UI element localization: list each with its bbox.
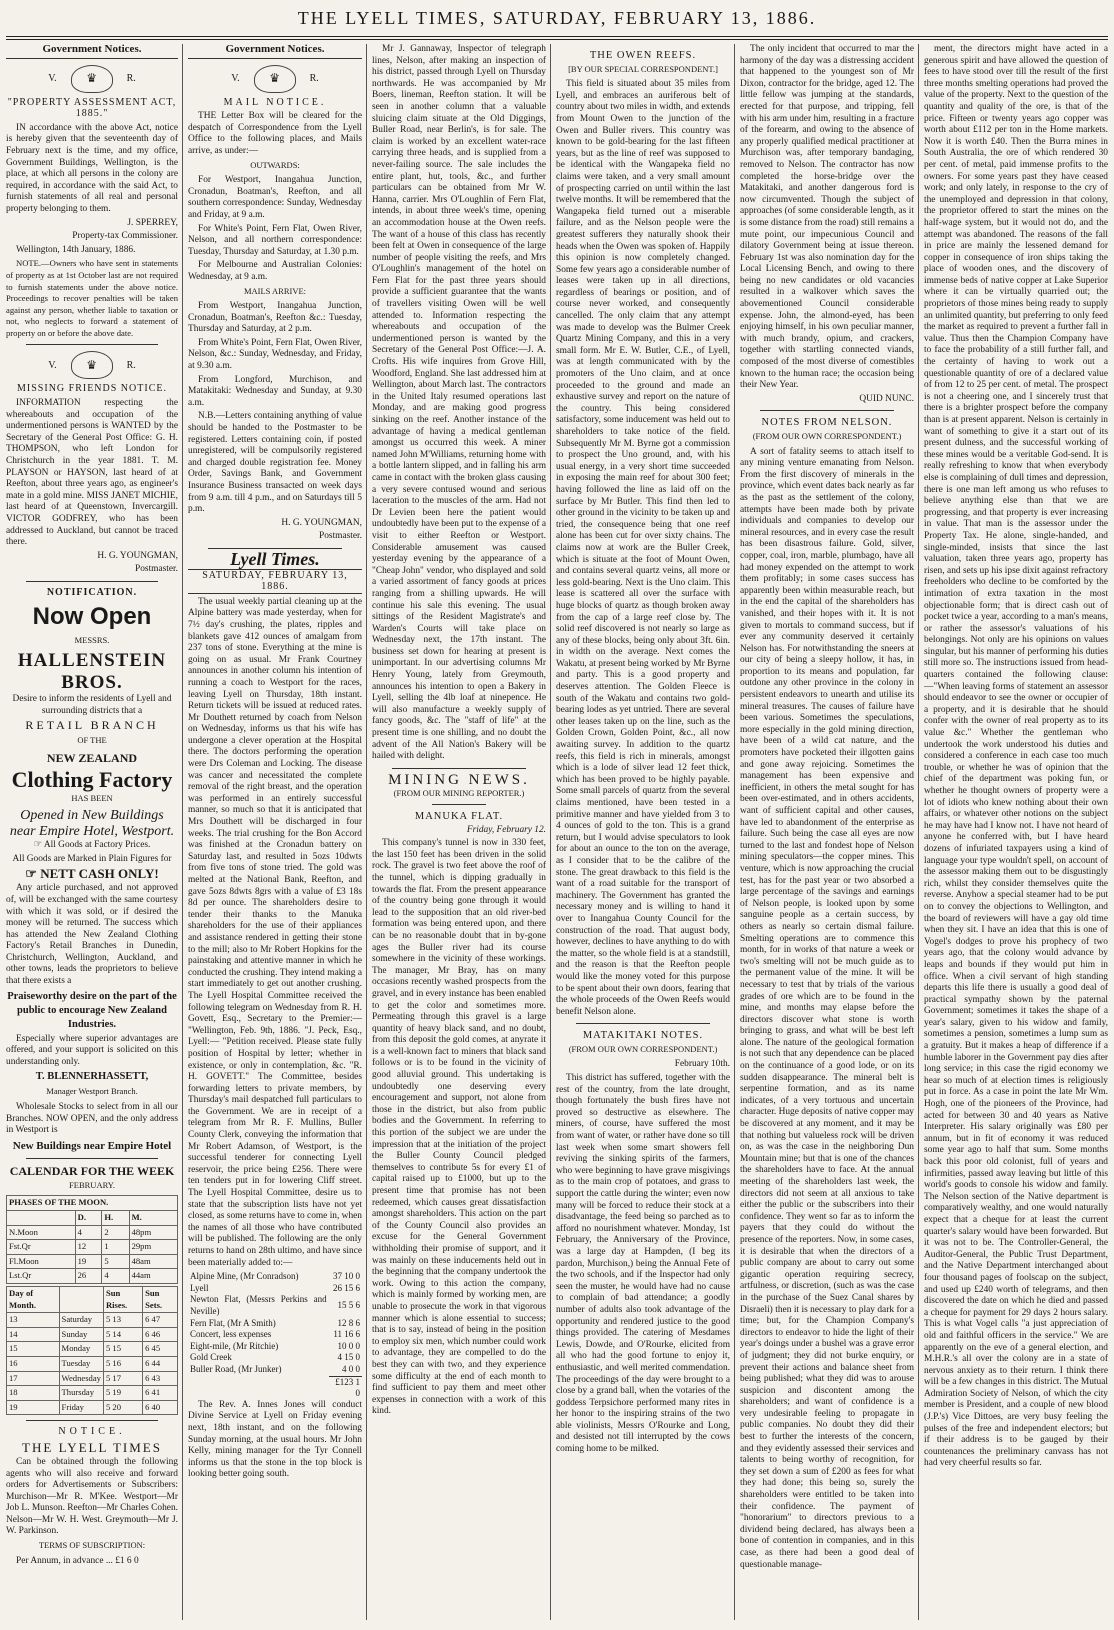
table-row [7, 1269, 178, 1284]
table-row [188, 1329, 362, 1341]
table-cell: Tuesday [59, 1356, 103, 1371]
notice-role: Property-tax Commissioner. [72, 231, 178, 242]
ad-of-the: OF THE [77, 734, 107, 745]
table-cell: 18 [7, 1386, 60, 1401]
table-cell: 5 20 [103, 1400, 142, 1415]
column-divider [182, 44, 183, 1620]
article-byline: (FROM OUR OWN CORRESPONDENT.) [752, 431, 902, 441]
table-header-row [7, 1286, 178, 1312]
table-cell: 19 [75, 1254, 102, 1269]
divider [26, 1420, 158, 1421]
table-cell: Alpine Mine, (Mr Conradson) [190, 1271, 299, 1282]
table-cell: 26 15 6 [333, 1282, 360, 1293]
table-cell: 17 [7, 1371, 60, 1386]
column-header [7, 1211, 76, 1226]
table-cell: 48pm [129, 1225, 177, 1240]
notice-body: INFORMATION respecting the whereabouts and occupation of the undermentioned persons is WANTED by the Secretary of the General Post Office: G. H. THOMPSON, who left London for Christchurch in the year 1881. T. M. PLAYSON or HAYSON, last heard of at Reefton, about three years ago, as engineer's mate in a gold mine. MISS JANET MICHIE, last heard of at Queenstown, Invercargill. VICTOR GODFREY, who has been addressed to Auckland, but cannot be traced there. [6, 398, 178, 548]
article-title: MANUKA FLAT. [414, 811, 504, 822]
table-row [7, 1240, 178, 1255]
notice-note: NOTE.—Owners who have sent in statements of property as at 1st October last are not required to furnish statements under the above notice. Proceedings to recover penalties will be taken against any person, whether liable to taxation or not, who neglects to forward a statement of property on or before the above date. [6, 258, 178, 338]
ad-manager-role: Manager Westport Branch. [46, 1086, 138, 1097]
article-body: Mr J. Gannaway, Inspector of telegraph lines, Nelson, after making an inspection of his district, passed through Lyell on Thursday northwards. He was accompanied by Mr Boers, lineman, Reefton station. It will be seen in another column that a valuable sluicing claim situate at the Old Diggings, Buller Road, near Berlin's, is for sale. The claim is worked by an excellent water-race carrying three heads, and is supplied from a never-failing source. The sale includes the entire plant, hut, tools, &c., and further particulars can be obtained from Mr W. Hanna, carrier. Mrs O'Loughlin of Fern Flat, intends, in about three week's time, opening an accommodation house at the Owen reefs. The want of a house of this class has recently been felt at Owen in consequence of the large number of people visiting the reefs, and Mrs O'Loughlin's management of the hotel on Fern Flat for the past three years should provide a sufficient guarantee that the wants of travellers visiting Owen will be well attended to. Information respecting the whereabouts and occupation of the undermentioned person is wanted by the Secretary of the General Post Office:—J. A. Crofts. His wife inquires from Grove Hill, Woodford, England. She last addressed him at Wellington, about March last. The contractors in the United Italy resumed operations last Monday, and are making good progress sinking on the reef. Another instance of the advantage of having a medical gentleman amongst us occurred this week. A miner named John M'Williams, returning home with a bottle lantern slipped, and in falling his arm came in contact with the broken glass causing a very severe contused wound and serious laceration to the muscles of the arm. Had not Dr Levien been here the patient would undoubtedly have been put to the expense of a visit to either Reefton or Westport. Considerable amusement was caused yesterday evening by the appearance of a "Cheap John" vendor, who displayed and sold a varied assortment of fancy goods at prices ranging from a shilling upwards. He will continue his sale this evening. The usual sittings of the Resident Magistrate's and Warden's Courts will take place on Wednesday next, the 17th instant. The business set down for hearing at present is unimportant. In our advertising columns Mr Henry Young, lately from Greymouth, announces his intention to open a Bakery in Lyell, selling the 4lb loaf at ninepence. He will also manufacture a weekly supply of fancy goods, &c. The "staff of life" at the present time is one shilling, and no doubt the advent of the All Nation's Bakery will be hailed with delight. [372, 44, 546, 762]
crest-letter-v: V. [231, 72, 240, 84]
masthead-title: THE LYELL TIMES, SATURDAY, FEBRUARY 13, 1886. [297, 8, 817, 28]
table-cell: 6 43 [143, 1371, 178, 1386]
table-total: £123 1 0 [329, 1376, 362, 1400]
ad-messrs: MESSRS. [74, 634, 110, 645]
column-1 [6, 44, 178, 1620]
article-body: The only incident that occurred to mar the harmony of the day was a distressing accident that happened to the youngest son of Mr Dixon, contractor for the bridge, aged 12. The little fellow was jumping at the standards, erected for that purpose, and tripping, fell with his arm under him, resulting in a fracture of the forearm, and owing to the absence of any properly qualified medical practitioner at Murchison was, after temporary bandaging, removed to Nelson. The contractor has now completed the horse-bridge over the Matakitaki, and another dangerous ford is now circumvented. Though the subject of approaches (of some considerable length, as it is some distance from the road) still remains a mute point, our impecunious Council and dilatory Government being at issue thereon. February 1st was also nomination day for the Local Licensing Bench, and owing to there being no new candidates or old vacancies resulted in a walkover which saves the abovementioned Council considerable expense. John, the almond-eyed, has been enjoying himself, in his own peculiar manner, with much brandy, opium, and crackers, together with startling connected viands, composed of the most diverse of comestibles known to the human race; the occasion being their New Year. [740, 44, 914, 391]
divider [760, 410, 894, 411]
table-cell: N.Moon [7, 1225, 76, 1240]
article-body: This field is situated about 35 miles from Lyell, and embraces an auriferous belt of country about two miles in width, and extends from Mount Owen to the junction of the Owen and Buller rivers. This country was known to be gold-bearing for the last fifteen years, but as the line of reef was supposed to be identical with the Wangapeka field no claims were taken, and a very small amount of prospecting carried on until within the last twelve months. It will be remembered that the Wangapeka field turned out a miserable failure, and as the Nelson people were the greatest sufferers they naturally shook their heads when the Owen was spoken of. Happily this opinion is now completely changed. Some few years ago a considerable number of leases were taken up in all directions, regardless of bearings or position, and of course never worked, and consequently cancelled. The only claim that any attempt was made to develop was the Bulmer Creek Quartz Mining Company, and this in a very small form. Mr E. W. Butler, C.E., of Lyell, was at length communicated with by the promoters of the Uno claim, and at once proceeded to the ground and made an exhaustive survey and report on the nature of the country. This being considered satisfactory, some inducement was held out to shareholders to take notice of the field. Subsequently Mr M. Byrne got a commission to prospect the Uno ground, and, with his usual energy, in a very short time succeeded in exposing the main reef for about 300 feet; having followed the line as laid off on the surface by Mr Butler. This find then led to other ground in the vicinity to be taken up and tried, the consequence being that one reef alone has been cut for over sixty chains. The claims now at work are the Buller Creek, which is situate at the foot of Mount Owen, and contains several quartz veins, all more or less gold-bearing. Next is the Uno claim. This lease is scattered all over the surface with huge blocks of quartz as though broken away from the cap of a large reef close by. The solid reef discovered is not nearly so large as any of these blocks, being only about 3ft. 6in. in width on the average. Next comes the Wakatu, at present being worked by Mr Byrne and party. This is a good property and deserves attention. The Golden Fleece is south of the Wakatu and contains two gold-bearing lodes as yet untried. There are several other leases taken up on the line, such as the Golden Crown, Golden Point, &c., all now awaiting survey. In addition to the quartz reefs, this field is rich in minerals, amongst which is a lode of silver lead 12 feet thick, which has been proved to be highly payable. Some small parcels of quartz from the several claims mentioned, have been tested in a primitive manner and have yielded from 3 to 4 ounces of gold to the ton. This is a grand return, but I would advise speculators to look for about an ounce to the ton on the average, as I consider that to be the calibre of the stone. The great drawback to this field is the want of a road suitable for the transport of machinery. The Government has granted the necessary money and is willing to hand it over to Inangahua County Council for the construction of the road. That august body, however, declines to have anything to do with the matter, so the whole field is at a standstill, and the reason is that the Reefton people would like the money voted for this purpose to be spent about their own doors, fearing that the whole proceeds of the Owen Reefs would benefit Nelson alone. [556, 79, 730, 1017]
table-cell: Lst.Qr [7, 1269, 76, 1284]
crest-letter-v: V. [48, 72, 57, 84]
table-row [7, 1254, 178, 1269]
mail-schedule: For Melbourne and Australian Colonies: Wednesday, at 9 a.m. [188, 260, 362, 282]
ad-nett-cash-text: NETT CASH ONLY! [40, 866, 159, 882]
section-header: Government Notices. [188, 44, 362, 59]
crest-letter-r: R. [309, 72, 319, 84]
column-2 [188, 44, 362, 1620]
table-cell: 5 19 [103, 1386, 142, 1401]
notice-role: Postmaster. [319, 531, 362, 542]
masthead-rule-double [6, 39, 1108, 40]
article-body: The usual weekly partial cleaning up at the Alpine battery was made yesterday, when for 7½ day's crushing, the plates, ripples and blankets gave 412 ounces of amalgam from 237 tons of stone. Everything at the mine is going on as usual. Mr Frank Courtney announces in another column his intention of running a coach to Westport for the races, leaving Lyell on Thursday, 18th instant. Return tickets will be issued at reduced rates. Mr Douthett returned by coach from Nelson on Wednesday, informs us that his wife has undergone a clever operation at the Hospital there. The doctors performing the operation were Drs Coleman and Locking. The disease was cancer and necessitated the complete removal of the right breast, and the operation was performed in an entirely successful manner, so much so that it is anticipated that Mrs Douthett will be discharged in four weeks. The trial crushing for the Bon Accord was finished at the Cronadun battery on Saturday last, and resulted in 5ozs 10dwts from five tons of stone tried. The gold was melted at the National Bank, Reefton, and gave 5ozs 8dwts 8grs with a value of £3 18s 8d per ounce. The shareholders desire to tender their thanks to the Manuka shareholders for the use of their appliances and assistance rendered in getting their stone to the mill; also to Mr Robert Hopkins for the painstaking and attentive manner in which he conducted the crushing. They intend making a start immediately to get out another crushing. The Lyell Hospital Committee received the following telegram on Wednesday from R. H. Govett, Esq., Secretary to the Premier:— "Wellington, Feb. 9th, 1886. "J. Peck, Esq., Lyell:— "Petition received. Please state fully position of Hospital by letter; whether in existence, or only in contemplation, &c. "R. H. GOVETT." The Committee, besides forwarding letters to private members, by Thursday's mail despatched full particulars to the Government. We are in receipt of a telegram from Mr R. F. Mullins, Buller County Clerk, conveying the information that Mr Robert Adamson, of Westport, is the successful tenderer for connecting Lyell reservoir, the price being £256. There were ten tenders put in for lowering Cliff street. The Lyell Hospital Committee, desire us to state that the subscription lists have not yet closed, as some returns have to come in, when the names of all those who have contributed will be published. The following are the only returns to hand on 28th ultimo, and have since been materially added to:— [188, 596, 362, 1268]
article-title: THE OWEN REEFS. [589, 50, 697, 61]
arrive-heading: MAILS ARRIVE: [243, 285, 307, 296]
notice-body: IN accordance with the above Act, notice is hereby given that the seventeenth day of February next is the time, and my office, Government Buildings, Wellington, is the place, at which all persons in the colony are required, in accordance with the said Act, to furnish statements of all real and personal property belonging to them. [6, 122, 178, 214]
table-cell: 12 8 6 [337, 1317, 360, 1328]
crest-letter-r: R. [126, 359, 136, 371]
coat-of-arms-icon: ♛ [71, 351, 113, 379]
crest-letter-r: R. [126, 72, 136, 84]
table-cell: 29pm [129, 1240, 177, 1255]
column-header [59, 1286, 103, 1312]
table-cell: Fst.Qr [7, 1240, 76, 1255]
ad-new-buildings: New Buildings near Empire Hotel [12, 1139, 172, 1152]
table-cell: 5 13 [103, 1313, 142, 1328]
table-cell: 6 44 [143, 1356, 178, 1371]
ad-heading: NOTIFICATION. [46, 586, 138, 598]
table-cell: 6 46 [143, 1327, 178, 1342]
outwards-heading: OUTWARDS: [250, 159, 300, 170]
notice-role: Postmaster. [135, 564, 178, 575]
column-divider [550, 44, 551, 1620]
article-byline: (FROM OUR OWN CORRESPONDENT.) [568, 1043, 718, 1054]
table-cell: 6 47 [143, 1313, 178, 1328]
table-cell: 26 [75, 1269, 102, 1284]
pointing-hand-icon: ☞ [33, 840, 44, 851]
table-row [7, 1313, 178, 1328]
table-row [188, 1341, 362, 1353]
column-3 [372, 44, 546, 1620]
table-cell: Fl.Moon [7, 1254, 76, 1269]
table-cell: Monday [59, 1342, 103, 1357]
notice-body: THE Letter Box will be cleared for the despatch of Correspondence from the Lyell Office to the following places, and Mails arrive, as under:— [188, 111, 362, 156]
table-cell: 1 [102, 1240, 129, 1255]
table-row [188, 1271, 362, 1283]
divider [26, 344, 158, 345]
divider [26, 1158, 158, 1159]
moon-phases-table [6, 1195, 178, 1284]
notice-title: NOTICE. [58, 1426, 126, 1438]
column-header: Sun Sets. [143, 1286, 178, 1312]
table-row [7, 1386, 178, 1401]
article-title: MATAKITAKI NOTES. [582, 1030, 704, 1042]
table-cell: Fern Flat, (Mr A Smith) [190, 1317, 276, 1328]
table-cell: 15 5 6 [337, 1300, 360, 1311]
table-header-row [7, 1211, 178, 1226]
table-cell: 15 [7, 1342, 60, 1357]
table-row [188, 1318, 362, 1330]
sunrise-table [6, 1286, 178, 1415]
table-cell: Newton Flat, (Messrs Perkins and Neville) [190, 1294, 327, 1316]
table-row [7, 1356, 178, 1371]
mail-schedule: From Longford, Murchison, and Matakitaki: Wednesday and Sunday, at 9.30 a.m. [188, 374, 362, 408]
ad-has-been: HAS BEEN [71, 792, 113, 803]
article-body: A sort of fatality seems to attach itself to any mining venture emanating from Nelson. From the first discovery of minerals in the province, which event dates back nearly as far as the past as the settlement of the colony, attempts have been made both by private individuals and companies to develop our mineral resources, and in every case the result has been disastrous failure. Gold, silver, copper, coal, iron, marble, plumbago, have all had money expended on the attempt to work them profitably; in some cases success has apparently been within measurable reach, but in the end the capital of the shareholders has vanished, and their hopes with it. It is not given to mortals to command success, but if ever any community deserved it certainly Nelson has. For notwithstanding the sneers at our city of being a sleepy hollow, it has, in proportion to its means and population, far outdone any other province in the colony in persistent endeavors to unearth and utilise its mineral treasures. The causes of failure have been various. Sometimes the speculations, more especially in the gold mining direction, have been of a wild cat nature, and the promoters have pocketed their illgotten gains and gone away rejoicing. Sometimes the management has been expensive and inefficient, in others the metal sought for has been over-estimated, and in others accidents, want of sufficient capital and other causes, have led to abandonment of the enterprise as failure. Such being the case all eyes are now turned to the last and fondest hope of Nelson mining speculators—the copper mines. This venture, which is now approaching the crucial test, has for the past year or two absorbed a large percentage of the savings and earnings of Nelson people, is looked upon by some sanguine people as a certain success, by others as nearly so certain dismal failure. Smelting operations are to commence this month, for in works of that nature a week or two's smelting will not be much guide as to the permanent value of the mine. It will be necessary to test that by trials of the various grades of ore which are to be found in the mine, and months may elapse before the directors discover what stone is worth bringing to grass, and what will be best left alone. The nature of the geological formation is not such that any dependence can be placed on the continuance of a good lode, or on its sudden disappearance. The mineral belt is serpentine formation, and as its name indicates, of a very tortuous and uncertain character. Huge deposits of native copper may be discovered at any moment, and it may be that nothing but valueless rock will be driven on, as was the case in the neighboring Dun Mountain mine; but that is one of the chances the shareholders have to face. At the annual meeting of the shareholders last week, the directors did not seem at all anxious to take either the public or the subscribers into their confidence. They went so far as to inform the payers that they could do without the presence of the reporters. Now, in some cases, it is desirable that when the directors of a public company are about to carry out some gigantic operation requiring secrecy, artfulness, or discretion, (such as was the case in the purchase of the Suez Canal shares by Disraeli) then it is necessary to play dark for a time; but, for the Champion Company's directors to endeavor to hide the light of their year's doings under a bushel was a grave error of judgment; they did not burke enquiry, or prevent their actions and balance sheet from being published; what they did was to arouse suspicion and discontent among the shareholders; and want of confidence is a very undesirable feeling to propagate in public companies. No doubt they did their best to further the interests of the concern, and they evidently assessed their services and talents to being worthy of recognition, for they set down a sum of £200 as fees for what they had done; this being so, surely the shareholders were entitled to be taken into their confidence. The payment of "honorarium" to directors previous to a dividend being declared, has always been a bone of contention in companies, and in this case, as there had been a good deal of questionable manage- [740, 446, 914, 1570]
article-body: The Rev. A. Innes Jones will conduct Divine Service at Lyell on Friday evening next, 18th instant, and on the following Sunday morning, at the usual hours. Mr John Kelly, mining manager for the Tyr Connell informs us that the stone in the top block is looking better going south. [188, 1399, 362, 1480]
table-cell: 4 0 0 [342, 1363, 360, 1374]
notice-paper-name: THE LYELL TIMES [22, 1439, 162, 1455]
table-cell: 6 40 [143, 1400, 178, 1415]
column-header: Sun Rises. [103, 1286, 142, 1312]
table-cell: 13 [7, 1313, 60, 1328]
column-header: Day of Month. [7, 1286, 60, 1312]
table-cell: 14 [7, 1327, 60, 1342]
article-signature: QUID NUNC. [859, 393, 914, 404]
table-row [188, 1364, 362, 1376]
table-total-row [188, 1376, 362, 1400]
table-row [7, 1400, 178, 1415]
notice-signature: H. G. YOUNGMAN, [281, 517, 362, 528]
ad-factory-prices-text: All Goods at Factory Prices. [43, 840, 151, 851]
table-row [7, 1342, 178, 1357]
section-subtitle: (FROM OUR MINING REPORTER.) [393, 788, 525, 799]
table-cell: Concert, less expenses [190, 1329, 272, 1340]
royal-crest [6, 65, 178, 93]
calendar-title: CALENDAR FOR THE WEEK [9, 1163, 175, 1178]
table-row [7, 1327, 178, 1342]
table-cell: Sunday [59, 1327, 103, 1342]
ad-praiseworthy: Praiseworthy desire on the part of the public to encourage New Zealand Industries. [7, 990, 177, 1030]
subscription-table [188, 1271, 362, 1400]
notice-title: "PROPERTY ASSESSMENT ACT, 1885." [7, 96, 177, 120]
table-cell: 2 [102, 1225, 129, 1240]
ad-manager: T. BLENNERHASSETT, [35, 1071, 149, 1083]
table-cell: 4 [75, 1225, 102, 1240]
coat-of-arms-icon: ♛ [71, 65, 113, 93]
ad-body: Especially where superior advantages are offered, and your support is solicited on this understanding only. [6, 1033, 178, 1067]
notice-signature: H. G. YOUNGMAN, [97, 550, 178, 561]
table-cell: Friday [59, 1400, 103, 1415]
column-header: H. [102, 1211, 129, 1226]
notice-nb: N.B.—Letters containing anything of value should be handed to the Postmaster to be registered. Letters containing coin, if posted unregistered, will be compulsorily registered and charged double registration fee. Money Order, Savings Bank, and Government Insurance Business transacted on week days from 9 a.m. till 4 p.m., and on Saturdays till 5 p.m. [188, 411, 362, 515]
table-cell: 12 [75, 1240, 102, 1255]
royal-crest [6, 351, 178, 379]
ad-clothing-factory: Clothing Factory [11, 766, 173, 792]
column-6 [924, 44, 1108, 1620]
mail-schedule: For White's Point, Fern Flat, Owen River, Nelson, and all northern correspondence: Tuesday, Thursday and Saturday, at 1.30 p.m. [188, 223, 362, 257]
table-cell: Gold Creek [190, 1352, 232, 1363]
ad-retail-branch: RETAIL BRANCH [25, 718, 159, 733]
column-divider [734, 44, 735, 1620]
table-cell: 4 15 0 [337, 1352, 360, 1363]
terms-heading: TERMS OF SUBSCRIPTION: [38, 1540, 146, 1551]
mail-schedule: From Westport, Inangahua Junction, Cronadun, Boatman's, Reefton &c.: Tuesday, Thursday and Saturday, at 2 p.m. [188, 301, 362, 335]
ad-firm-name: HALLENSTEIN BROS. [17, 650, 167, 694]
article-date: Friday, February 12. [466, 824, 546, 835]
ad-new-zealand: NEW ZEALAND [46, 750, 138, 765]
mail-schedule: For Westport, Inangahua Junction, Cronadun, Boatman's, Reefton, and all southern correspondence: Sunday, Wednesday and Friday, at 9 a.m. [188, 175, 362, 220]
table-row [7, 1371, 178, 1386]
table-cell: 19 [7, 1400, 60, 1415]
table-cell: 5 15 [103, 1342, 142, 1357]
table-cell: 37 10 0 [333, 1271, 360, 1282]
table-cell: Wednesday [59, 1371, 103, 1386]
table-row [7, 1225, 178, 1240]
divider [392, 768, 526, 769]
moon-phases-header: PHASES OF THE MOON. [7, 1196, 178, 1211]
ad-plain-figures: All Goods are Marked in Plain Figures for [12, 853, 172, 864]
ad-now-open: Now Open [32, 602, 152, 630]
pointing-hand-icon: ☞ [25, 866, 41, 882]
article-body: ment, the directors might have acted in a generous spirit and have allowed the question of fees to have stood over till the result of the first three months smelting operations had proved the value of the property. Next to the question of the quantity and quality of the ore, is that of the price. Fifteen or twenty years ago copper was worth about £112 per ton in the Home markets. Now it is worth £40. Then the Burra mines in South Australia, the ore of which rendered 30 per cent. of metal, paid immense profits to the owners. For some years past they have ceased work; and only lately, in response to the cry of the unemployed and depression in that colony, the proprietor offered to start the mines on the half-wage system, but it would not do, and the attempt was abandoned. The reasons of the fall in price are mainly the lessened demand for copper in consequence of iron ships taking the place of wooden ones, and the discovery of immense beds of native copper at Lake Superior where it can be virtually quarried out; the proprietors of those mines being ready to supply an unlimited quantity, but preferring to only feed the market as required to prevent a further fall in value. Thus then the Champion Company have to face the probability of a still further fall, and the certainty of having to work out a questionable quantity of ore of a declared value of from 12 to 25 per cent. of metal. The prospect is not a cheering one, and I sincerely trust that there is a brighter prospect before the company than is at present apparent. Nelson is certainly in want of something to give it a start out of its present dulness, and the successful working of these mines would be a veritable God-send. It is really refreshing to know that when everybody else is complaining of dull times and depression, there is one man left among us who refuses to believe anything else than that we are progressing, and that property is ever increasing in value. That man is the assessor under the Property Tax. He alone, single-handed, and single-minded, insists that since the last valuation, taken three years ago, property has risen, and sets up his ipse dixit against refractory freeholders who decline to be comforted by the intimation of extra taxation in the most objectionable form; that is direct cash out of pocket twice a year, according to a man's means, or rather the assessor's valuations of his belongings. Not only are his opinions on values singular, but his manner of performing his duties still more so. The instructions issued from head-quarters contained the following clause:—"When leaving forms of statement an assessor should endeavor to see the owner or occupier of a property, and it is desirable that he should confer with the owner of real property as to its value &c." Whether the gentleman who undertook the work understood his duties and considered a conference in each case too much trouble, or whether he was of opinion that the chief of the department was poking fun, or whether he thought owners of property were a lot of idiots who knew nothing about their own affairs, or whatever other notions on the subject he may have had I know not. I have not heard of anyone he conferred with, but I have heard dozens of infuriated taxpayers using a kind of language your type wouldn't spell, on account of the assessor making them out to be disgustingly rich, whilst they consider themselves quite the reverse. Anyhow a special steamer had to be put on to convey the objections to Wellington, and the board of reviewers will have a gay old time when they sit. I have an idea that this is one of Vogel's dodges to prove his prophecy of two years ago, that the colony would advance by leaps and bounds if they would put him in office. When a civil servant of high standing departs this life there is usually a good deal of practical sympathy shown by the paternal Government; sometimes it takes the shape of a year's salary, given to his widow and family, sometimes a pension, sometimes a lump sum as a gratuity. But it makes a heap of difference if a humble laborer in the Government pay dies after long service; in this case the rigid economy we hear so much of at election times is religiously put in force. As a case in point the late Mr Wm. Hogh, one of the pioneers of the Province, had acted for between 30 and 40 years as Native Interpreter. His salary originally was £80 per annum, but in fit of economy it was reduced some year ago to half that sum. Some months back this poor old colonist, full of years and infirmities, passed away leaving but little of this world's goods to console his widow and family. The Nelson section of the Native department is comparatively wealthy, and one would naturally expect that a cheque for at least the current quarter's salary would have been forwarded. But it was not to be. The Controller-General, the Auditor-General, the Public Trust Department, and the Native Department interchanged about four thousand pages of foolscap on the subject, and used up £240 worth of telegrams, and then discovered the date on which he died and passed a cheque for payment for 29 days 2 hours salary. This is what Vogel calls "a just appreciation of old and faithful officers in the service." We are apparently on the eve of a general election, and M.H.R.'s all over the colony are in a state of nervous anxiety as to their return. I think there will be a few changes in this district. The Mutual Admiration Society of Nelson, of which the city member is President, and a couple of new blood (J.P.'s) Vice Dittoes, are very busy feeling the pulses of the free and independent electors; but if their address is to be gauged by their countenances the preliminary canvass has not had very cheerful results so far. [924, 44, 1108, 1469]
mail-schedule: From White's Point, Fern Flat, Owen River, Nelson, &c.: Sunday, Wednesday, and Friday, at 9.30 a.m. [188, 337, 362, 372]
article-date: February 10th. [674, 1059, 730, 1070]
divider [576, 1023, 710, 1024]
ad-factory-prices [6, 840, 178, 852]
table-cell: Eight-mile, (Mr Ritchie) [190, 1340, 279, 1351]
ad-opened: Opened in New Buildings near Empire Hotel, Westport. [9, 808, 175, 840]
table-cell: Lyell [190, 1282, 209, 1293]
divider [432, 804, 486, 805]
table-cell: 5 14 [103, 1327, 142, 1342]
table-cell: 48am [129, 1254, 177, 1269]
crest-letter-v: V. [48, 359, 57, 371]
article-body: This company's tunnel is now in 330 feet, the last 150 feet has been driven in the solid rock. The gravel is two feet above the roof of the tunnel, which is dipping gradually in towards the flat. From the present appearance of the country being gone through it would lead to the supposition that an old river-bed formation was being entered upon, and there can be no reasonable doubt that in by-gone ages the Buller river had its course somewhere in the vicinity of these workings. The manager, Mr Bray, has on many occasions recently washed prospects from the gravel, and in every instance has been enabled to get the color and sometimes more. Permeating through this gravel is a large quantity of heavy black sand, and no doubt, from this deposit the gold comes, at anyrate it is a well-known fact to miners that black sand follows or is to be found in the vicinity of good alluvial ground. This undertaking is undoubtedly one deserving every encouragement and support, not alone from those in the district, but also from public bodies and the Government. In referring to this portion of the subject we are under the impression that at the initiation of the project the Buller County Council pledged themselves to contribute 5s for every £1 of capital raised up to £1000, but up to the present time that promise has not been redeemed, which causes great dissatisfaction amongst shareholders. This action on the part of the County Council also provides an excuse for the General Government withholding their promise of support, and it was mainly on these inducements held out in the beginning that the company undertook the work. Owing to this action the company, which is mainly formed by working men, are unable to prosecute the work in that vigorous manner which is alone essential to success; that is to say, instead of being in the position to employ six men, which number could work to advantage, they are compelled to do the best they can with two, and they experience some difficulty at the end of each month to find sufficient to pay them and meet other expenses in connection with a work of this kind. [372, 838, 546, 1417]
column-4 [556, 44, 730, 1620]
article-byline: [BY OUR SPECIAL CORRESPONDENT.] [568, 63, 718, 74]
notice-title: MAIL NOTICE. [223, 96, 327, 108]
calendar-month: FEBRUARY. [69, 1179, 115, 1190]
table-cell: 6 41 [143, 1386, 178, 1401]
table-cell: Thursday [59, 1386, 103, 1401]
table-cell: 5 16 [103, 1356, 142, 1371]
table-row [188, 1352, 362, 1364]
divider [26, 581, 158, 582]
table-cell: 16 [7, 1356, 60, 1371]
notice-body: Can be obtained through the following agents who will also receive and forward orders for Advertisements or Subscribers: Murchison—Mr R. M'Kee. Westport—Mr Job L. Munson. Reefton—Mr Charles Cohen. Nelson—Mr W. H. West. Greymouth—Mr J. W. Parkinson. [6, 1456, 178, 1537]
table-row [188, 1283, 362, 1295]
ad-body: Any article purchased, and not approved of, will be exchanged with the same courtesy with which it was sold, or if desired the money will be returned. The success which has attended the New Zealand Clothing Factory's Retail Branches in Dunedin, Christchurch, Wellington, Auckland, and other towns, leads the proprietors to believe that there exists a [6, 883, 178, 987]
table-row [188, 1294, 362, 1317]
table-cell: 44am [129, 1269, 177, 1284]
section-title: MINING NEWS. [388, 771, 530, 788]
royal-crest [188, 65, 362, 93]
table-cell: 5 17 [103, 1371, 142, 1386]
column-header: M. [129, 1211, 177, 1226]
table-cell: 11 16 6 [333, 1329, 360, 1340]
article-title: NOTES FROM NELSON. [761, 417, 893, 429]
column-5 [740, 44, 914, 1620]
ad-text: Desire to inform the residents of Lyell and surrounding districts that a [12, 694, 172, 716]
section-header: Government Notices. [6, 44, 178, 59]
column-divider [918, 44, 919, 1620]
table-cell: 10 0 0 [337, 1340, 360, 1351]
notice-title: MISSING FRIENDS NOTICE. [17, 383, 167, 395]
terms-price: Per Annum, in advance ... £1 6 0 [16, 1555, 139, 1566]
article-body: This district has suffered, together with the rest of the country, from the late drought, though fortunately the bush fires have not proved so destructive as elsewhere. The miners, of course, have suffered the most from want of water, or rather have done so till last week when some smart showers fell reviving the sinking spirits of the farmers, who were beginning to have grave misgivings as to the main crop of potatoes, and grass to support the cattle during the winter; even now many will be forced to reduce their stock at a disadvantage, the feed being so parched as to afford no nourishment whatever. Monday, 1st February, the Anniversary of the Province, was a large day at Hampden, (I beg its pardon, Murchison,) being the Annual Fete of the two schools, and if the Inspector had only seen the muster, he would have had no cause to complain of bad attendance; a goodly number of adults also took advantage of the opportunity and rendered justice to the good things provided. The catering of Mesdames Lewis, Dowde, and O'Rourke, elicited from all who had the good fortune to enjoy it, enthusiastic, and well merited commendation. The proceedings of the day were brought to a close by a grand ball, when the votaries of the goddess Terpsichore performed many rites in her honor to the inspiring strains of the two able violinists, Messrs O'Rourke and Long, and desisted not till interrupted by the cows coming home to be milked. [556, 1073, 730, 1455]
table-cell: Buller Road, (Mr Junker) [190, 1364, 282, 1375]
column-header: D. [75, 1211, 102, 1226]
dateline: SATURDAY, FEBRUARY 13, 1886. [188, 569, 362, 594]
table-cell: Saturday [59, 1313, 103, 1328]
notice-signature: J. SPERREY, [127, 217, 178, 228]
column-divider [366, 44, 367, 1620]
table-cell: 4 [102, 1269, 129, 1284]
ad-wholesale: Wholesale Stocks to select from in all our Branches. NOW OPEN, and the only address in Westport is [6, 1102, 178, 1136]
notice-date: Wellington, 14th January, 1886. [16, 244, 136, 255]
table-cell: 5 [102, 1254, 129, 1269]
table-cell: 6 45 [143, 1342, 178, 1357]
newspaper-logo: Lyell Times. [230, 548, 320, 569]
ad-nett-cash [6, 867, 178, 881]
coat-of-arms-icon: ♛ [254, 65, 296, 93]
masthead-rule [6, 36, 1108, 37]
